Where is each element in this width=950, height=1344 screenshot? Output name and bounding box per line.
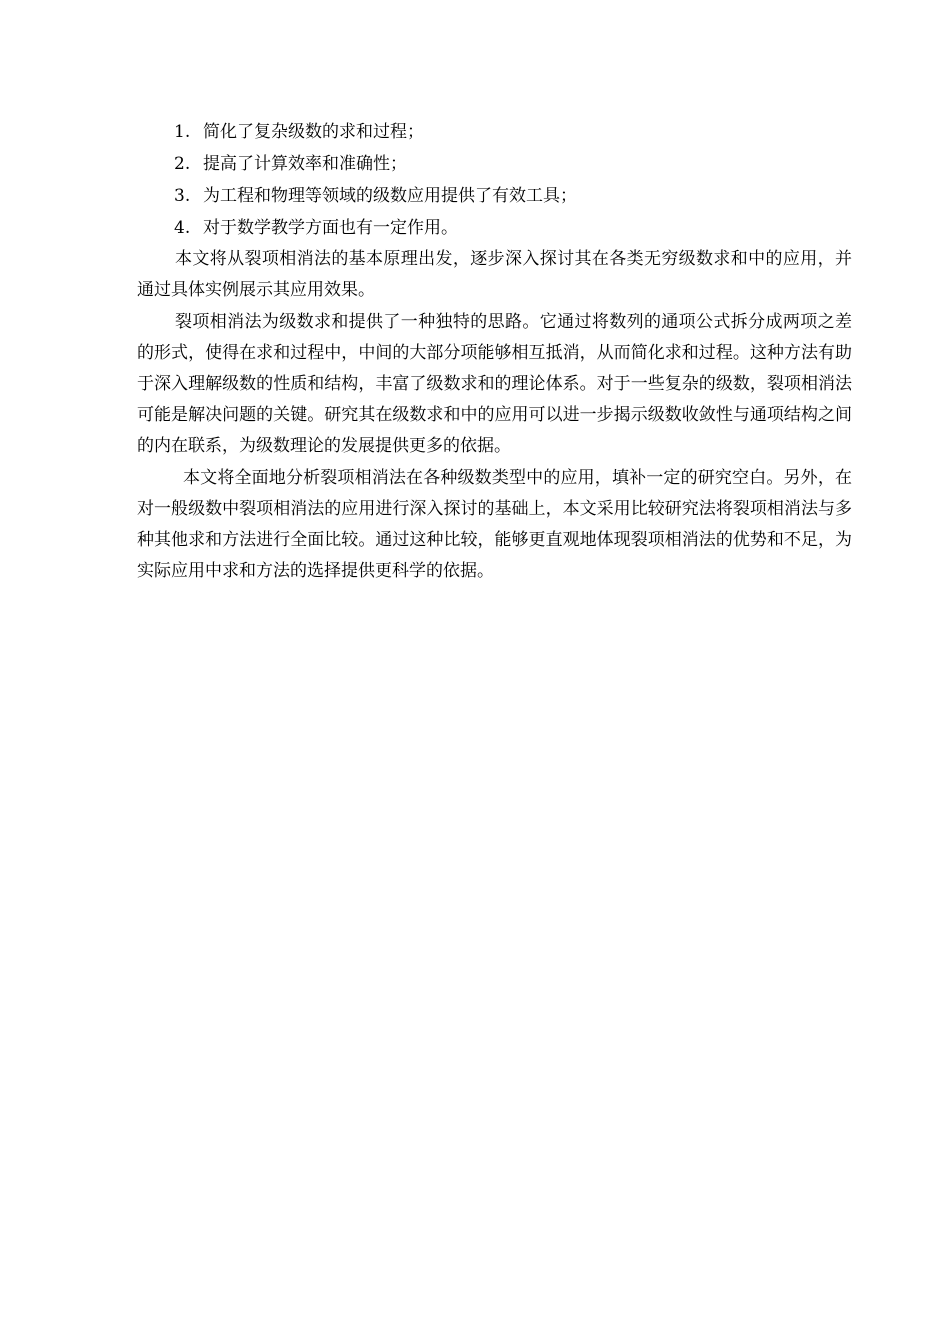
list-item [137,116,852,148]
paragraph-scope: 本文将全面地分析裂项相消法在各种级数类型中的应用，填补一定的研究空白。另外，在对一般级数中裂项相消法的应用进行深入探讨的基础上，本文采用比较研究法将裂项相消法与多种其他求和方法进行全面比较。通过这种比较，能够更直观地体现裂项相消法的优势和不足，为实际应用中求和方法的选择提供更科学的依据。 [137,468,852,581]
list-item-number: 4. [174,218,191,238]
list-item-text: 简化了复杂级数的求和过程； [203,122,424,142]
list-item-text: 对于数学教学方面也有一定作用。 [203,218,458,238]
paragraph-overview: 本文将从裂项相消法的基本原理出发，逐步深入探讨其在各类无穷级数求和中的应用，并通过具体实例展示其应用效果。 [137,249,852,300]
paragraph-significance: 裂项相消法为级数求和提供了一种独特的思路。它通过将数列的通项公式拆分成两项之差的形式，使得在求和过程中，中间的大部分项能够相互抵消，从而简化求和过程。这种方法有助于深入理解级数的性质和结构，丰富了级数求和的理论体系。对于一些复杂的级数，裂项相消法可能是解决问题的关键。研究其在级数求和中的应用可以进一步揭示级数收敛性与通项结构之间的内在联系，为级数理论的发展提供更多的依据。 [137,312,852,456]
list-item-text: 提高了计算效率和准确性； [203,154,407,174]
list-item-number: 3. [174,186,191,206]
list-item [137,180,852,212]
list-item [137,212,852,244]
page-content [137,116,852,587]
list-item-number: 1. [174,122,191,142]
benefits-list [137,116,852,244]
list-item [137,148,852,180]
list-item-text: 为工程和物理等领域的级数应用提供了有效工具； [203,186,577,206]
list-item-number: 2. [174,154,191,174]
